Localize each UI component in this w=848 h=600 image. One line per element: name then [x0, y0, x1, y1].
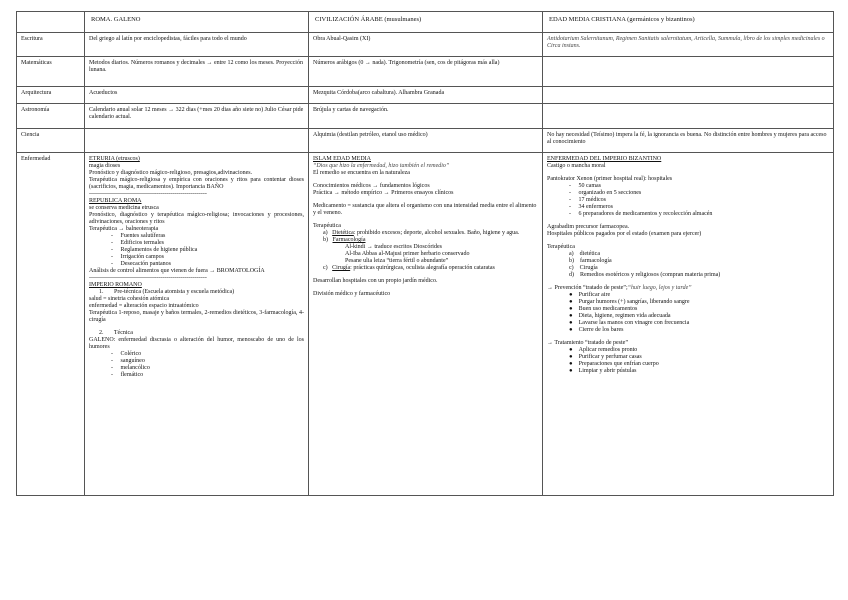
- list-item: ● Dieta, higiene, regimen vida adecuada: [569, 313, 671, 319]
- list-item: ● Purificar aire: [569, 292, 611, 298]
- cell-arabe: Números arábigos (0 → nada). Trigonometría (sen, cos de pitágoras más alla): [309, 57, 543, 87]
- row-label: Escritura: [17, 33, 85, 57]
- text-line: se conserva medicina etrusca: [89, 205, 159, 211]
- row-matematicas: [17, 57, 834, 87]
- list-item: b) Farmacología: [323, 237, 366, 243]
- header-cristiana: EDAD MEDIA CRISTIANA (germánicos y bizantinos): [543, 12, 834, 33]
- section-title: ENFERMEDAD DEL IMPERIO BIZANTINO: [547, 156, 662, 162]
- section-title: IMPERIO ROMANO: [89, 282, 142, 288]
- header-roma: ROMA. GALENO: [85, 12, 309, 33]
- cell-roma: [85, 129, 309, 153]
- text-line: Pantokrator Xenon (primer hospital real): hospitales: [547, 176, 673, 182]
- text-line: Desarrollan hospitales con un propio jardín médico.: [313, 278, 438, 284]
- text-line: Terapéutica → balneoterapia: [89, 226, 159, 232]
- row-label: Matemáticas: [17, 57, 85, 87]
- list-item: c) Cirugía: [569, 265, 598, 271]
- text-line: 1. Pre-técnica (Escuela atomista y escuela metódica): [99, 289, 235, 295]
- text-line: Hospitales públicos pagados por el estado (examen para ejercer): [547, 231, 702, 237]
- row-label: Ciencia: [17, 129, 85, 153]
- list-item: - Reglamentos de higiene pública: [111, 247, 198, 253]
- cell-roma: Calendario anual solar 12 meses → 322 dias (+mes 20 dias año siete no) Julio César pide calendario actual.: [85, 104, 309, 129]
- text-line: 2. Técnica: [99, 330, 133, 336]
- row-enfermedad: [17, 153, 834, 496]
- text-line: Pronóstico, diagnóstico y terapéutica mágico-religiosa; invocaciones y procesiones, adivinaciones, oraciones y ritos: [89, 212, 304, 225]
- cell-cristiana: [543, 57, 834, 87]
- list-item: ● Cierre de los bares: [569, 327, 624, 333]
- text-line: Pronóstico y diagnóstico mágico-religioso, presagios,adivinaciones.: [89, 170, 253, 176]
- section-title: REPUBLICA ROMA: [89, 198, 142, 204]
- text-line: magia dioses: [89, 163, 121, 169]
- section-title: ETRURIA (etruscos): [89, 156, 140, 162]
- list-item: - melancólico: [111, 365, 150, 371]
- list-item: c) Cirugía: prácticas quirúrgicas, oculista alegrafía operación cataratas: [323, 265, 495, 271]
- cell-arabe: Brújula y cartas de navegación.: [309, 104, 543, 129]
- row-arquitectura: [17, 87, 834, 104]
- text-line: GALENO: enfermedad discrasia o alteración del humor, menoscabo de uno de los humores: [89, 337, 304, 350]
- cell-roma: Del griego al latín por enciclopedistas, fáciles para todo el mundo: [85, 33, 309, 57]
- list-item: d) Remedios esotéricos y religiosos (compran materia prima): [569, 272, 721, 278]
- text-line: Castigo o mancha moral: [547, 163, 606, 169]
- list-item: ● Limpiar y abrir pústulas: [569, 368, 637, 374]
- cell-roma: Metodos diarios. Números romanos y decimales → entre 12 como los meses. Proyección lunana.: [85, 57, 309, 87]
- list-item: - sanguíneo: [111, 358, 145, 364]
- list-item: - 17 médicos: [569, 197, 606, 203]
- text-line: Terapéutica: [547, 244, 575, 250]
- cell-arabe: Mezquita Córdoba(arco cabaltura). Alhambra Granada: [309, 87, 543, 104]
- list-item: b) farmacología: [569, 258, 612, 264]
- row-label: Enfermedad: [17, 153, 85, 496]
- text-line: División médico y farmacéutico: [313, 291, 391, 297]
- text-line: Al-Iba Abbas al-Majusi primer herbario conservado: [345, 251, 470, 257]
- text-line: Medicamento = sustancia que altera el organismo con una intensidad media entre el alimento y el veneno.: [313, 203, 537, 216]
- text-line: El remedio se encuentra en la naturaleza: [313, 170, 410, 176]
- cell-roma: Acueductos: [85, 87, 309, 104]
- cell-cristiana: [543, 87, 834, 104]
- list-item: - Colérico: [111, 351, 142, 357]
- list-item: a) dietética: [569, 251, 600, 257]
- header-arabe: CIVILIZACIÓN ÁRABE (musulmanes): [309, 12, 543, 33]
- separator: -----------------------------------------------------------: [89, 191, 207, 197]
- list-item: - organizado en 5 secciones: [569, 190, 642, 196]
- quote: “Dios que hizo la enfermedad, hizo también el remedio”: [313, 163, 450, 169]
- text-line: Terapéutica mágico-religiosa y empírica con oraciones y ritos para contentar dioses (sacrificios, magia, medicamentos). Importancia BAÑO: [89, 177, 304, 190]
- text-line: salud = sinetria cohesión atómica: [89, 296, 170, 302]
- header-empty-cell: [17, 12, 85, 33]
- text-line: enfermedad = alteración espacio intraatómico: [89, 303, 199, 309]
- history-comparison-table: [16, 11, 834, 496]
- list-item: ● Purificar y perfumar casas: [569, 354, 642, 360]
- list-item: - Irrigación campos: [111, 254, 164, 260]
- text-line: Terapéutica: [313, 223, 341, 229]
- row-label: Arquitectura: [17, 87, 85, 104]
- cell-roma-enfermedad: [85, 153, 309, 496]
- list-item: ● Buen uso medicamentos: [569, 306, 638, 312]
- cell-arabe: Obra Abual-Qasim (XI): [309, 33, 543, 57]
- row-astronomia: [17, 104, 834, 129]
- cell-arabe: Alquimia (destilan petróleo, etanol uso médico): [309, 129, 543, 153]
- cell-cristiana: [543, 104, 834, 129]
- list-item: - Fuentes salutíferas: [111, 233, 166, 239]
- section-title: ISLAM EDAD MEDIA: [313, 156, 371, 162]
- list-item: ● Purgar humores (+) sangrías, liberando sangre: [569, 299, 690, 305]
- text-line: Análisis de control alimentos que vienen de fuera → BROMATOLOGÍA: [89, 268, 265, 274]
- list-item: ● Aplicar remedios pronto: [569, 347, 638, 353]
- list-item: a) Dietética: prohibido excesos; deporte, alcohol sexuales. Baño, higiene y agua.: [323, 230, 520, 236]
- row-label: Astronomía: [17, 104, 85, 129]
- text-line: Práctica → método empírico → Primeros ensayos clínicos: [313, 190, 454, 196]
- text-line: Agrabadim precursor farmacopea.: [547, 224, 630, 230]
- cell-cristiana-enfermedad: [543, 153, 834, 496]
- separator: -----------------------------------------------------------: [89, 275, 207, 281]
- list-item: - 50 camas: [569, 183, 601, 189]
- list-item: - Edificios termales: [111, 240, 164, 246]
- row-ciencia: [17, 129, 834, 153]
- list-item: ● Lavarse las manos con vinagre con frecuencia: [569, 320, 690, 326]
- list-item: - flemático: [111, 372, 144, 378]
- row-escritura: [17, 33, 834, 57]
- text-line: → Tratamiento “tratado de peste”: [547, 340, 628, 346]
- text-line: Conocimientos médicos → fundamentos lógicos: [313, 183, 430, 189]
- text-line: Terapéutica 1-reposo, masaje y baños termales, 2-remedios dietéticos, 3-farmacología, 4-cirugía: [89, 310, 304, 323]
- list-item: - 34 enfermeros: [569, 204, 613, 210]
- cell-cristiana: Antidotarium Salernitanum, Regimen Sanitatis salernitatum, Articella, Summula, libro de los simples medicinales o Circa instans.: [543, 33, 834, 57]
- text-line: → Prevención “tratado de peste”;“huir luego, lejos y tarde”: [547, 285, 692, 291]
- header-row: [17, 12, 834, 33]
- list-item: - 6 preparadores de medicamentos y recolección almacén: [569, 211, 713, 217]
- cell-cristiana: No hay necesidad (Teísimo) impera la fé, la ignorancia es buena. No distinción entre hombres y mujeres para acceso al conocimiento: [543, 129, 834, 153]
- text-line: Pesane ulia leiza “tierra fértil o abundante”: [345, 258, 449, 264]
- list-item: - Desecación pantanos: [111, 261, 171, 267]
- text-line: Al-kindi → traduce escritos Dioscórides: [345, 244, 442, 250]
- cell-arabe-enfermedad: [309, 153, 543, 496]
- list-item: ● Preparaciones que enfrían cuerpo: [569, 361, 659, 367]
